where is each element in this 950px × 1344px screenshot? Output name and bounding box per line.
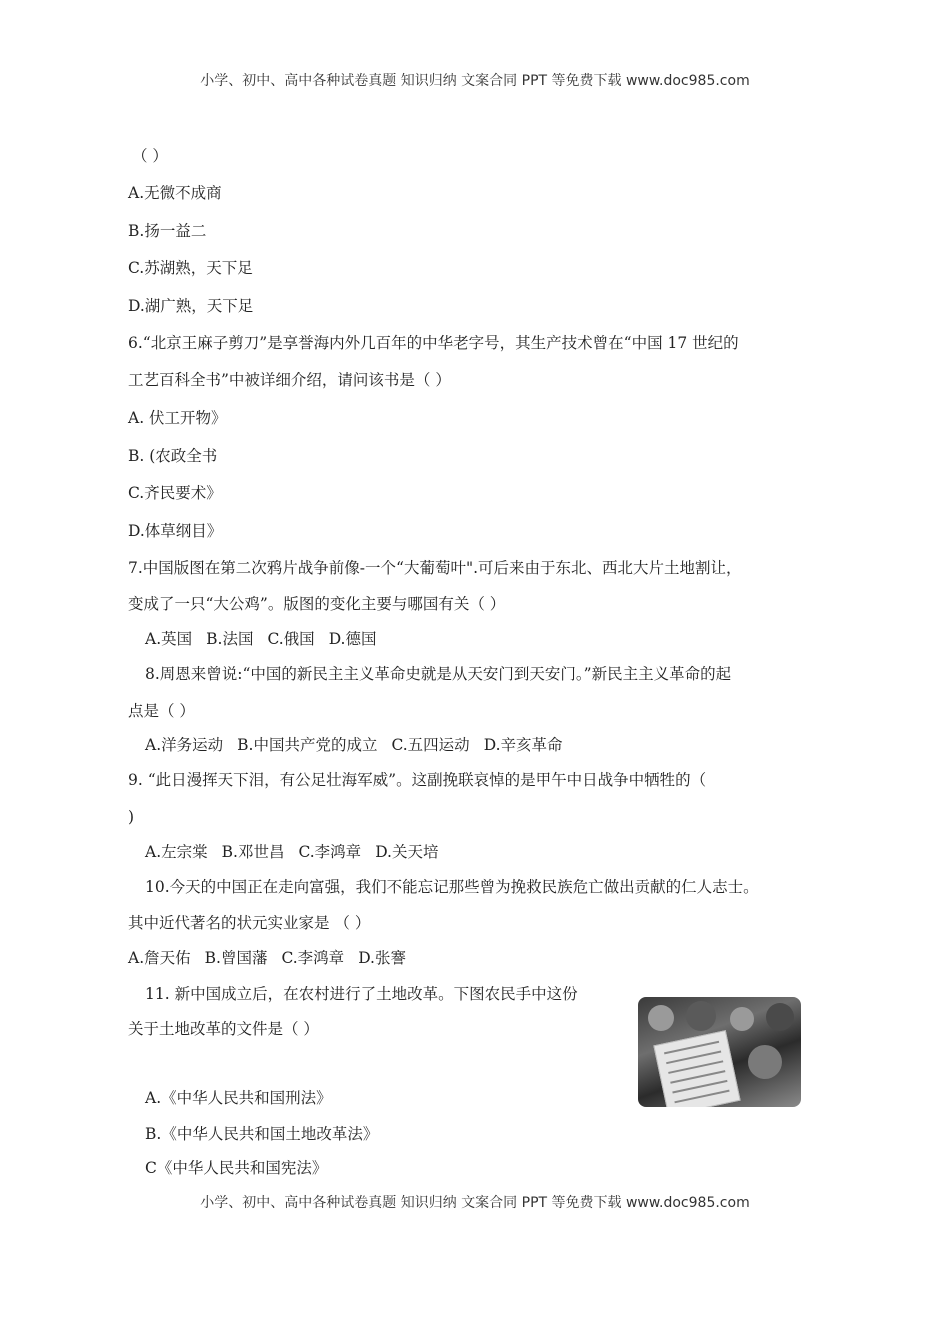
q11-stem-line1: 11. 新中国成立后，在农村进行了土地改革。下图农民手中这份 bbox=[145, 985, 578, 1003]
q8-option-a: A.洋务运动 bbox=[145, 736, 224, 754]
q6-option-a: A. 伏工开物》 bbox=[128, 409, 227, 427]
q9-stem-line2: ) bbox=[128, 808, 135, 826]
q6-stem-line2: 工艺百科全书”中被详细介绍，请问该书是（ ） bbox=[128, 371, 451, 389]
q7-stem-line1: 7.中国版图在第二次鸦片战争前像-一个“大葡萄叶".可后来由于东北、西北大片土地割让， bbox=[128, 559, 742, 577]
q7-option-b: B.法国 bbox=[206, 630, 254, 648]
q8-option-d: D.辛亥革命 bbox=[483, 736, 563, 754]
q7-options bbox=[145, 629, 391, 649]
q8-option-b: B.中国共产党的成立 bbox=[237, 736, 378, 754]
q7-stem-line2: 变成了一只“大公鸡”。版图的变化主要与哪国有关（ ） bbox=[128, 595, 506, 613]
q7-option-a: A.英国 bbox=[145, 630, 193, 648]
q6-option-c: C.齐民要术》 bbox=[128, 484, 222, 502]
q10-option-a: A.詹天佑 bbox=[128, 949, 191, 967]
q5-option-c: C.苏湖熟，天下足 bbox=[128, 259, 253, 277]
q11-option-c: C《中华人民共和国宪法》 bbox=[145, 1159, 328, 1177]
q6-option-d: D.体草纲目》 bbox=[128, 522, 223, 540]
page-footer: 小学、初中、高中各种试卷真题 知识归纳 文案合同 PPT 等免费下载 www.doc985.com bbox=[200, 1195, 750, 1211]
q8-stem-line1: 8.周恩来曾说:“中国的新民主主义革命史就是从天安门到天安门。”新民主主义革命的起 bbox=[145, 665, 732, 683]
q9-stem-line1: 9. “此日漫挥天下泪，有公足壮海军威”。这副挽联哀悼的是甲午中日战争中牺牲的（ bbox=[128, 771, 707, 789]
q9-option-c: C.李鸿章 bbox=[298, 843, 362, 861]
q10-option-b: B.曾国藩 bbox=[204, 949, 268, 967]
q8-stem-line2: 点是（ ） bbox=[128, 702, 195, 720]
q10-option-d: D.张謇 bbox=[358, 949, 406, 967]
q11-option-b: B.《中华人民共和国土地改革法》 bbox=[145, 1125, 379, 1143]
q5-option-a: A.无微不成商 bbox=[128, 184, 222, 202]
q5-option-b: B.扬一益二 bbox=[128, 222, 207, 240]
q9-option-b: B.邓世昌 bbox=[221, 843, 285, 861]
q9-options bbox=[145, 842, 453, 862]
q11-stem-line2: 关于土地改革的文件是（ ） bbox=[128, 1020, 319, 1038]
q8-options bbox=[145, 735, 577, 755]
q7-option-d: D.德国 bbox=[328, 630, 377, 648]
land-reform-photo bbox=[638, 997, 801, 1107]
q5-option-d: D.湖广熟，天下足 bbox=[128, 297, 254, 315]
q6-option-b: B. (农政全书 bbox=[128, 447, 218, 465]
q7-option-c: C.俄国 bbox=[267, 630, 315, 648]
q9-option-d: D.关天培 bbox=[375, 843, 439, 861]
q9-option-a: A.左宗棠 bbox=[145, 843, 208, 861]
q8-option-c: C.五四运动 bbox=[391, 736, 470, 754]
q10-stem-line1: 10.今天的中国正在走向富强，我们不能忘记那些曾为挽救民族危亡做出贡献的仁人志士。 bbox=[145, 878, 759, 896]
q6-stem-line1: 6.“北京王麻子剪刀”是享誉海内外几百年的中华老字号，其生产技术曾在“中国 17 世纪的 bbox=[128, 334, 739, 352]
q5-blank: （ ） bbox=[132, 147, 168, 165]
q10-options bbox=[128, 948, 420, 968]
document-in-hand bbox=[653, 1030, 740, 1107]
q10-stem-line2: 其中近代著名的状元实业家是 （ ） bbox=[128, 914, 371, 932]
q11-option-a: A.《中华人民共和国刑法》 bbox=[145, 1089, 332, 1107]
page-header: 小学、初中、高中各种试卷真题 知识归纳 文案合同 PPT 等免费下载 www.doc985.com bbox=[200, 73, 750, 89]
q10-option-c: C.李鸿章 bbox=[281, 949, 345, 967]
